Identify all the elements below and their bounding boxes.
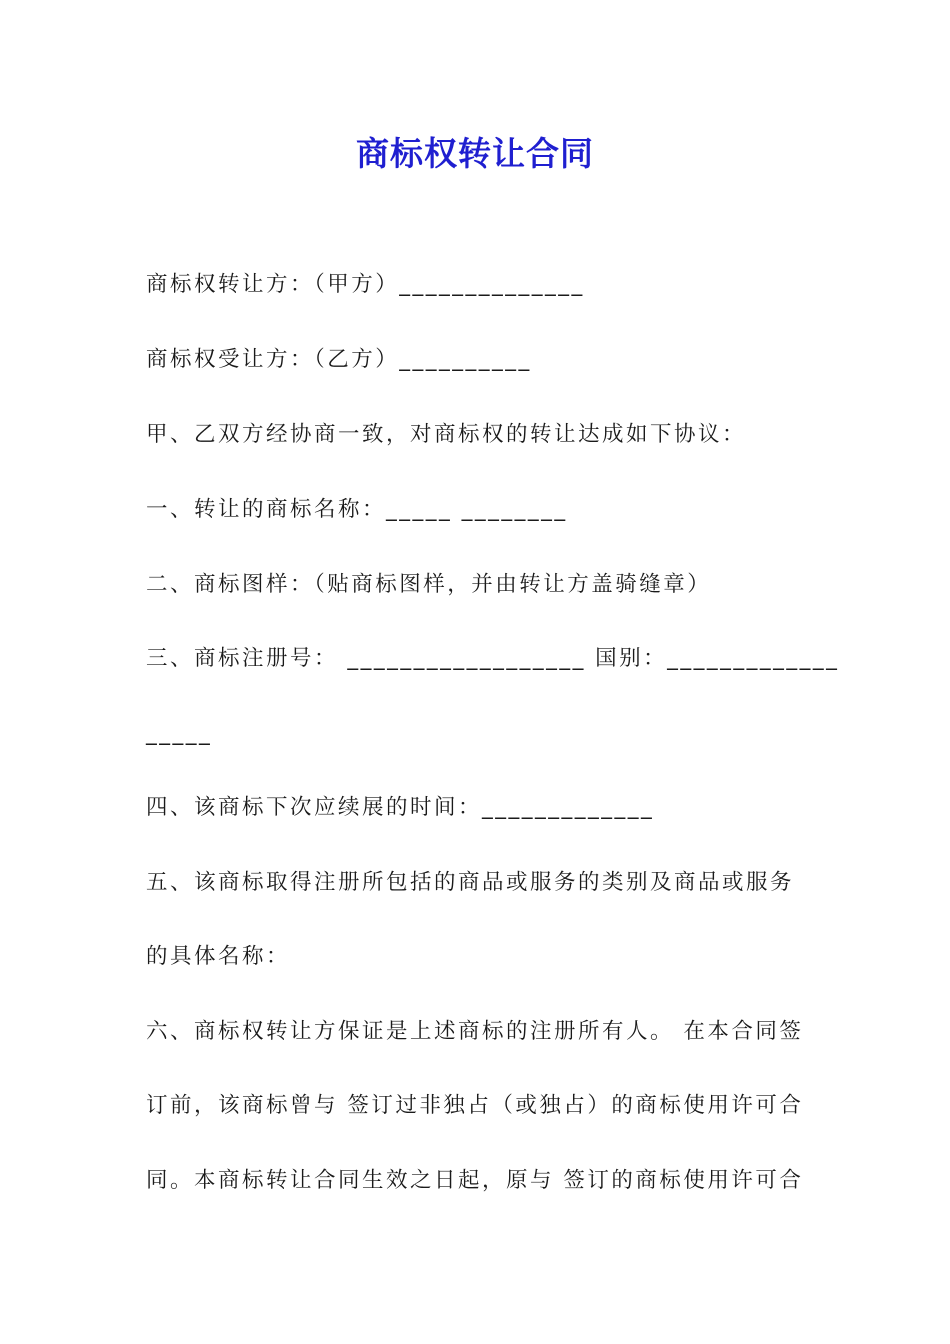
clause-3-registration-number: 三、商标注册号： __________________ 国别：_____________ [146,646,840,671]
clause-6-line-1: 六、商标权转让方保证是上述商标的注册所有人。 在本合同签 [146,1019,804,1044]
clause-2-trademark-sample: 二、商标图样：（贴商标图样，并由转让方盖骑缝章） [146,572,712,597]
agreement-intro: 甲、乙双方经协商一致，对商标权的转让达成如下协议： [146,422,747,447]
clause-6-line-3: 同。本商标转让合同生效之日起，原与 签订的商标使用许可合 [146,1168,804,1193]
clause-5-line-1: 五、该商标取得注册所包括的商品或服务的类别及商品或服务 [146,870,795,895]
clause-6-line-2: 订前，该商标曾与 签订过非独占（或独占）的商标使用许可合 [146,1093,804,1118]
document-title: 商标权转让合同 [356,134,594,173]
clause-4-renewal-time: 四、该商标下次应续展的时间：_____________ [146,795,655,820]
transferor-line: 商标权转让方：（甲方）______________ [146,272,585,297]
clause-5-line-2: 的具体名称： [146,944,291,969]
clause-1-trademark-name: 一、转让的商标名称：_____ ________ [146,497,568,522]
transferee-line: 商标权受让方：（乙方）__________ [146,347,532,372]
clause-3-continuation: _____ [146,721,213,746]
